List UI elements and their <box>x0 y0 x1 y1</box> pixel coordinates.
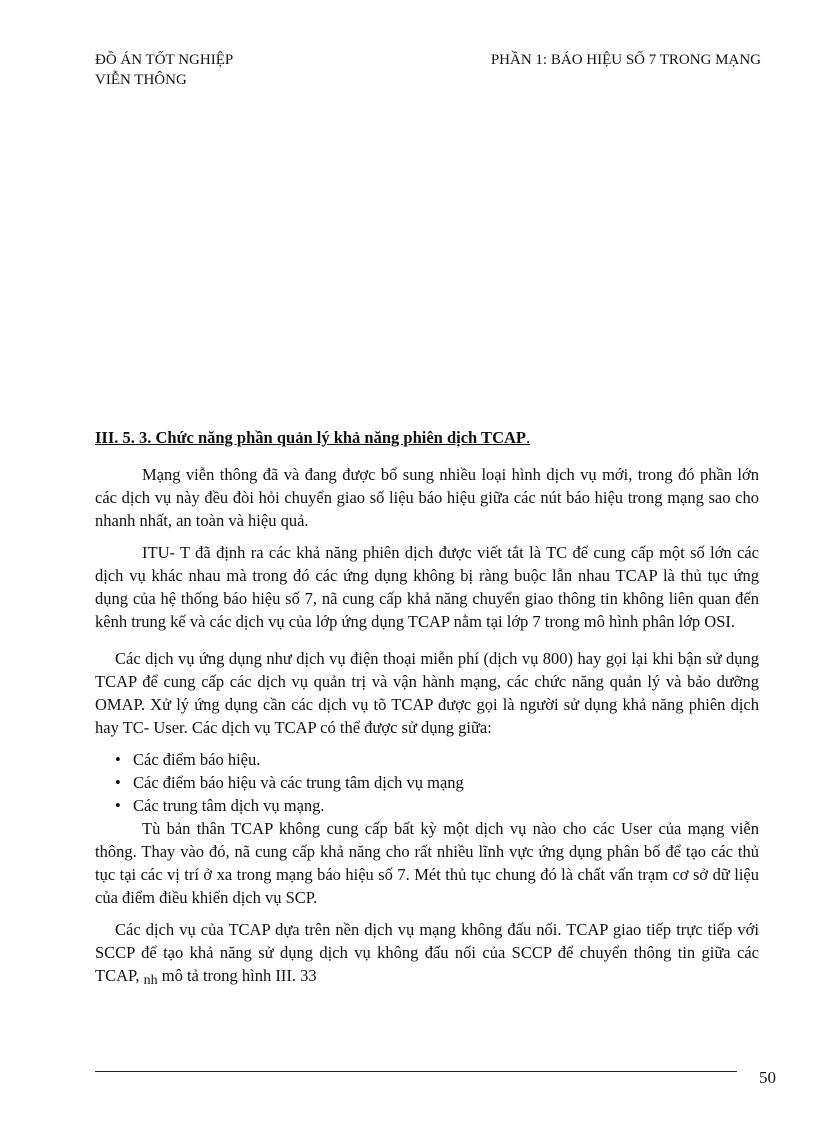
paragraph-5 <box>95 918 759 989</box>
main-content <box>95 428 759 998</box>
bullet-list <box>95 748 759 817</box>
header-title-line2: VIỄN THÔNG <box>95 72 187 88</box>
paragraph-3: Các dịch vụ ứng dụng như dịch vụ điện thoại miễn phí (dịch vụ 800) hay gọi lại khi bận sử dụng TCAP để cung cấp các dịch vụ quản trị và vận hành mạng, các chức năng quản lý và bảo dưỡng OMAP. Xử lý ứng dụng cần các dịch vụ tõ TCAP được gọi là người sử dụng khả năng phiên dịch hay TC- User. Các dịch vụ TCAP có thể được sử dụng giữa: <box>95 649 759 737</box>
paragraph-1: Mạng viễn thông đã và đang được bổ sung nhiều loại hình dịch vụ mới, trong đó phần lớn các dịch vụ này đều đòi hỏi chuyển giao số liệu báo hiệu giữa các nút báo hiệu trong mạng sao cho nhanh nhất, an toàn và hiệu quả. <box>95 465 759 530</box>
header-right <box>491 50 761 70</box>
section-heading-text: III. 5. 3. Chức năng phần quản lý khả năng phiên dịch TCAP <box>95 428 526 447</box>
list-item-text: Các trung tâm dịch vụ mạng. <box>133 796 325 815</box>
list-item <box>111 748 759 771</box>
paragraph-4: Tù bản thân TCAP không cung cấp bất kỳ một dịch vụ nào cho các User của mạng viễn thông. Thay vào đó, nã cung cấp khả năng cho rất nhiều lĩnh vực ứng dụng phân bố để tạo các thủ tục tại các vị trí ở xa trong mạng báo hiệu số 7. Mét thủ tục chung đó là chất vấn trạm cơ sở dữ liệu của điểm điều khiển dịch vụ SCP. <box>95 819 759 907</box>
paragraph-5-figure-ref: mô tả trong hình III. 33 <box>161 966 317 985</box>
footer-divider <box>95 1071 737 1072</box>
list-item-text: Các điểm báo hiệu và các trung tâm dịch vụ mạng <box>133 773 464 792</box>
header-part-title: PHẦN 1: BÁO HIỆU SỐ 7 TRONG MẠNG <box>490 52 761 68</box>
bullet-icon: • <box>115 750 121 769</box>
paragraph-2: ITU- T đã định ra các khả năng phiên dịch được viết tắt là TC để cung cấp một số lớn các dịch vụ khác nhau mà trong đó các ứng dụng không bị ràng buộc lẫn nhau TCAP là thủ tục ứng dụng của hệ thống báo hiệu số 7, nã cung cấp khả năng chuyển giao thông tin không liên quan đến kênh trung kế và các dịch vụ của lớp ứng dụng TCAP nằm tại lớp 7 trong mô hình phân lớp OSI. <box>95 543 759 631</box>
list-item <box>111 794 759 817</box>
section-heading <box>95 428 759 448</box>
bullet-icon: • <box>115 773 121 792</box>
list-item-text: Các điểm báo hiệu. <box>133 750 261 769</box>
paragraph-5-text: Các dịch vụ của TCAP dựa trên nền dịch vụ mạng không đấu nối. TCAP giao tiếp trực tiếp với SCCP để tạo khả năng sử dụng dịch vụ không đấu nối của SCCP để chuyển thông tin giữa các TCAP, <box>95 920 759 985</box>
paragraph-5-fragment: nh <box>143 973 158 988</box>
bullet-icon: • <box>115 796 121 815</box>
header-title-line1: ĐỒ ÁN TỐT NGHIỆP <box>95 52 234 68</box>
section-heading-period: . <box>525 428 531 447</box>
header-left <box>95 50 233 90</box>
list-item <box>111 771 759 794</box>
page-number: 50 <box>759 1068 776 1087</box>
